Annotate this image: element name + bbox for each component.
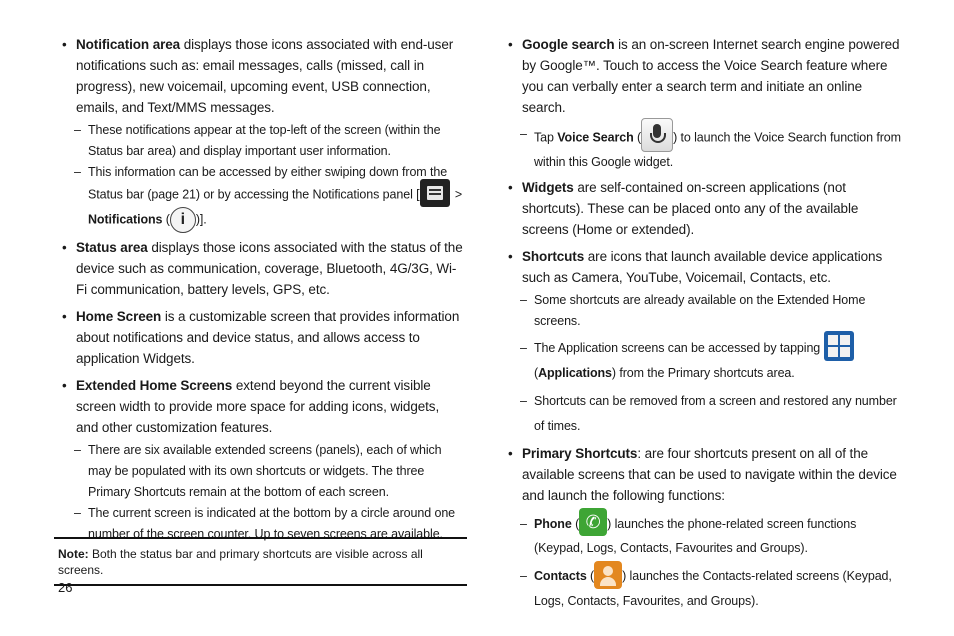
bullet-widgets <box>508 177 902 240</box>
sub-text: The Application screens can be accessed by tapping <box>534 341 821 355</box>
sub-text: Some shortcuts are already available on the Extended Home screens. <box>534 293 866 328</box>
bullet-primary-shortcuts <box>508 443 902 506</box>
dash: – <box>520 516 527 531</box>
dash: – <box>520 293 527 307</box>
term: Widgets <box>522 180 574 195</box>
sub-text: Tap <box>534 130 558 145</box>
term: Voice Search <box>557 130 634 145</box>
bullet-dot: • <box>62 240 67 255</box>
sub-notifications-access <box>62 162 464 233</box>
dash: – <box>74 443 81 457</box>
term: Applications <box>538 365 612 380</box>
term: Phone <box>534 516 572 531</box>
bullet-dot: • <box>508 37 513 52</box>
bullet-text: is a customizable screen that provides information about notifications and device status, and allows access to application Widgets. <box>76 309 460 366</box>
info-icon: i <box>170 207 196 233</box>
paren: ( <box>534 365 539 380</box>
dash: – <box>74 123 81 137</box>
dash: – <box>520 341 527 355</box>
sub-phone <box>508 512 902 561</box>
term: Home Screen <box>76 309 162 324</box>
sub-text: This information can be accessed by either swiping down from the Status bar (page 21) or by accessing the Notifications panel [ <box>88 165 448 202</box>
term: Google search <box>522 37 615 52</box>
bullet-dot: • <box>508 445 513 461</box>
dash: – <box>520 393 527 408</box>
dash: – <box>520 127 527 141</box>
bullet-home-screen <box>62 306 464 369</box>
sub-voice-search <box>508 124 902 173</box>
bullet-shortcuts <box>508 246 902 288</box>
menu-icon <box>420 179 450 207</box>
paren: ( <box>633 130 642 145</box>
sub-text: There are six available extended screens (panels), each of which may be populated with its own shortcuts or widgets. The three Primary Shortcuts remain at the bottom of each screen. <box>88 443 442 499</box>
bullet-text: extend beyond the current visible screen width to provide more space for adding icons, widgets, and other customization features. <box>76 378 440 435</box>
sub-text: The current screen is indicated at the bottom by a circle around one number of the screen counter. Up to seven screens are available. <box>88 506 456 541</box>
term: Notification area <box>76 37 181 52</box>
microphone-icon <box>641 118 673 152</box>
sub-text: ) from the Primary shortcuts area. <box>611 365 795 380</box>
sub-text: These notifications appear at the top-left of the screen (within the Status bar area) and display important user information. <box>88 123 441 158</box>
paren: ( <box>162 212 170 227</box>
sub-notifications-location <box>62 120 464 162</box>
term: Shortcuts <box>522 249 585 264</box>
sub-shortcuts-removed <box>508 389 902 439</box>
paren: ( <box>586 569 595 584</box>
paren: )]. <box>195 212 207 227</box>
term: Status area <box>76 240 148 255</box>
term: Primary Shortcuts <box>522 445 638 461</box>
term: Contacts <box>534 569 587 584</box>
dash: – <box>74 165 81 179</box>
apps-grid-icon <box>824 331 854 361</box>
bullet-status-area <box>62 237 464 300</box>
term: Notifications <box>88 212 163 227</box>
bullet-dot: • <box>62 309 67 324</box>
bullet-notification-area <box>62 34 464 118</box>
right-column <box>508 34 902 613</box>
page-number: 26 <box>58 580 73 595</box>
bullet-dot: • <box>62 37 67 52</box>
dash: – <box>74 506 81 520</box>
bullet-extended-home-screens <box>62 375 464 438</box>
sub-text: ) to launch the Voice Search function from within this Google widget. <box>534 130 901 169</box>
note-box <box>54 537 467 586</box>
phone-icon: ✆ <box>579 508 607 536</box>
note-label: Note: <box>58 547 89 561</box>
sub-text: Shortcuts can be removed from a screen and restored any number of times. <box>534 393 897 433</box>
sub-text: ) launches the Contacts-related screens (Keypad, Logs, Contacts, Favourites, and Groups). <box>534 569 892 609</box>
bullet-dot: • <box>508 249 513 264</box>
sub-contacts <box>508 564 902 613</box>
bullet-text: are self-contained on-screen applications (not shortcuts). These can be placed onto any of the available screens (Home or extended). <box>522 180 859 237</box>
term: Extended Home Screens <box>76 378 233 393</box>
sub-text: ) launches the phone-related screen functions (Keypad, Logs, Contacts, Favourites and Groups). <box>534 516 857 556</box>
sub-application-screens <box>508 336 902 385</box>
left-column <box>62 34 464 545</box>
bullet-text: are icons that launch available device applications such as Camera, YouTube, Voicemail, Contacts, etc. <box>522 249 883 285</box>
sub-extended-screens-count <box>62 440 464 503</box>
bullet-text: is an on-screen Internet search engine powered by Google™. Touch to access the Voice Search feature where you can verbally enter a search term and initiate an online search. <box>522 37 900 115</box>
bullet-text: displays those icons associated with end-user notifications such as: email messages, calls (missed, call in progress), new voicemail, upcoming event, USB connection, emails, and Text/MMS messages. <box>76 37 454 115</box>
contacts-icon <box>594 561 622 589</box>
bullet-text: displays those icons associated with the status of the device such as communication, coverage, Bluetooth, 4G/3G, Wi-Fi communication, battery levels, GPS, etc. <box>76 240 463 297</box>
bullet-dot: • <box>508 180 513 195</box>
sub-shortcuts-available <box>508 290 902 332</box>
bullet-dot: • <box>62 378 67 393</box>
bullet-text: : are four shortcuts present on all of the available screens that can be used to navigate within the device and launch the following functions: <box>522 445 897 503</box>
dash: – <box>520 569 527 584</box>
paren: ( <box>571 516 580 531</box>
note-text: Both the status bar and primary shortcuts are visible across all screens. <box>58 547 423 577</box>
bullet-google-search <box>508 34 902 118</box>
sub-text: > <box>451 187 463 202</box>
